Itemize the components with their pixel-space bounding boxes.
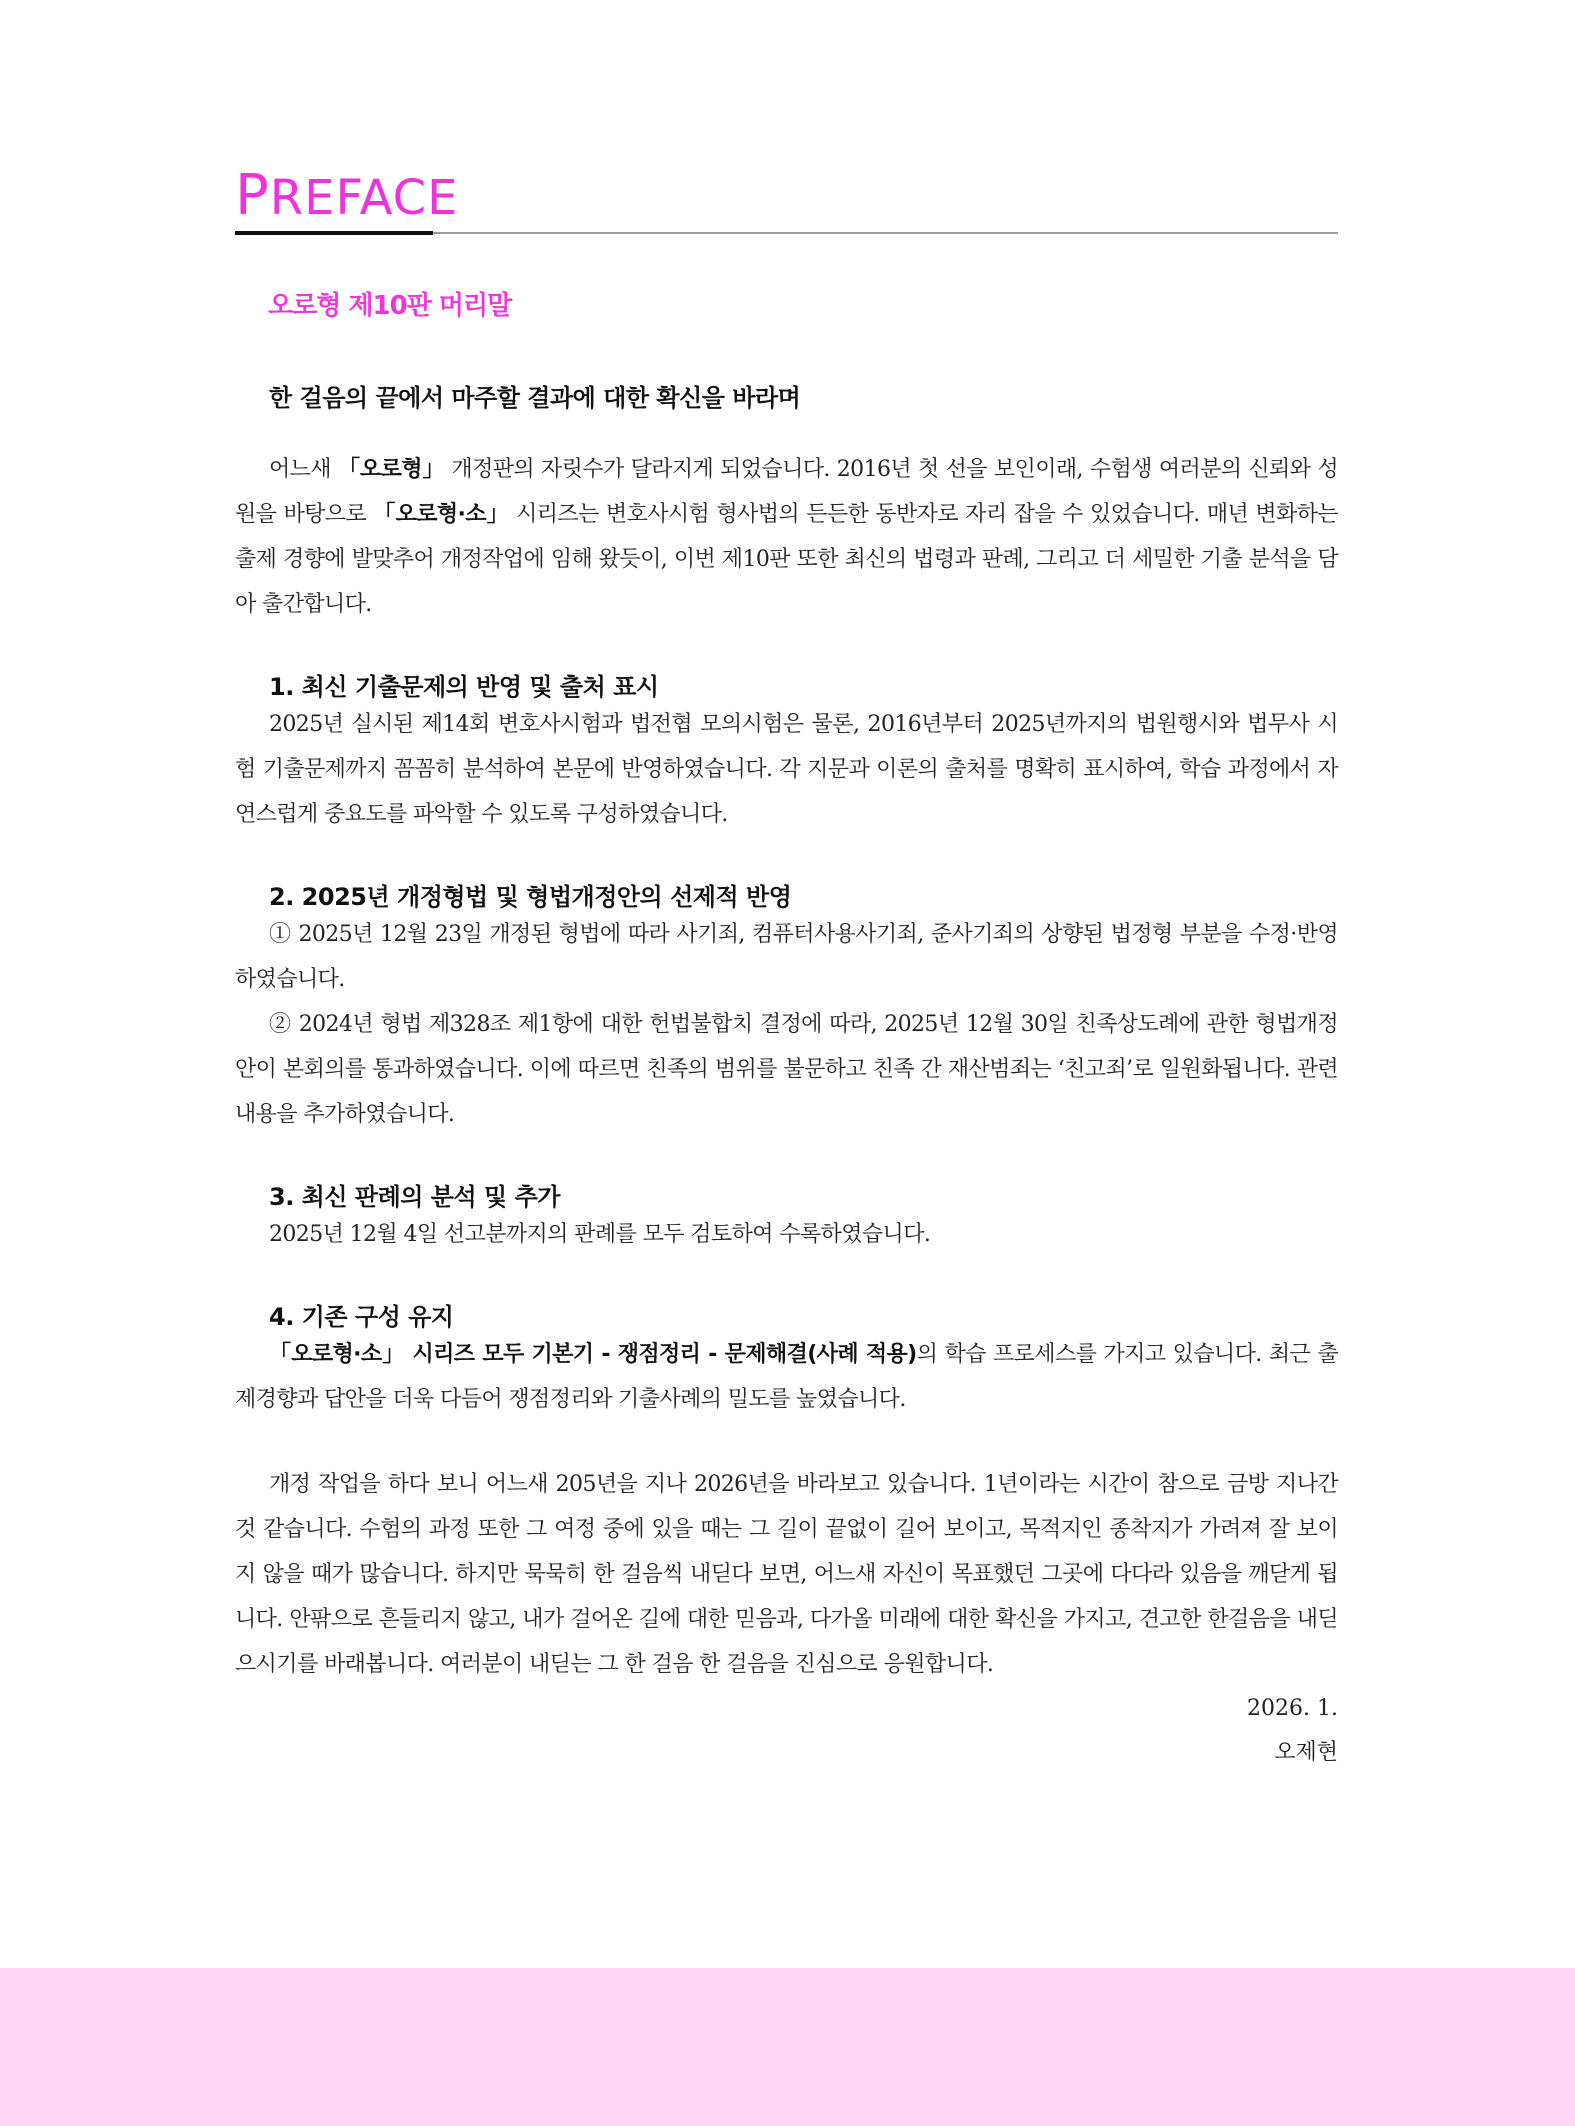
intro-bold1: 「오로형」 (337, 457, 445, 482)
section4-bold: 「오로형·소」 시리즈 모두 기본기 - 쟁점정리 - 문제해결(사례 적용) (269, 1342, 917, 1367)
section1-heading: 1. 최신 기출문제의 반영 및 출처 표시 (269, 673, 659, 701)
footer-band (0, 1968, 1575, 2126)
intro-paragraph (235, 447, 1338, 627)
preface-body (235, 378, 1338, 1775)
header-rule-accent (235, 231, 433, 235)
section2-item2: ② 2024년 형법 제328조 제1항에 대한 헌법불합치 결정에 따라, 2025년 12월 30일 친족상도례에 관한 형법개정안이 본회의를 통과하였습니다. 이에 따르면 친족의 범위를 불문하고 친족 간 재산범죄는 ‘친고죄’로 일원화됩니다. 관련 내용을 추가하였습니다. (235, 1012, 1338, 1127)
page-title (235, 163, 459, 228)
section4-text: 의 학습 프로세스를 가지고 있습니다. 최근 출제경향과 답안을 더욱 다듬어 쟁점정리와 기출사례의 밀도를 높였습니다. (235, 1342, 1339, 1412)
section4-heading: 4. 기존 구성 유지 (269, 1303, 454, 1331)
title-initial: P (235, 163, 270, 228)
intro-part2: 개정판의 자릿수가 달라지게 되었습니다. 2016년 첫 선을 보인이래, 수험생 여러분의 신뢰와 성원을 바탕으로 (235, 457, 1338, 527)
signoff-date: 2026. 1. (1247, 1696, 1338, 1721)
section4-paragraph (235, 1332, 1338, 1422)
section3-heading: 3. 최신 판례의 분석 및 추가 (269, 1183, 560, 1211)
intro-bold2: 「오로형·소」 (373, 502, 509, 527)
section2-heading: 2. 2025년 개정형법 및 형법개정안의 선제적 반영 (269, 883, 792, 911)
section3-text: 2025년 12월 4일 선고분까지의 판례를 모두 검토하여 수록하였습니다. (269, 1222, 931, 1247)
subtitle: 오로형 제10판 머리말 (268, 291, 512, 321)
section2-item1: ① 2025년 12월 23일 개정된 형법에 따라 사기죄, 컴퓨터사용사기죄, 준사기죄의 상향된 법정형 부분을 수정·반영하였습니다. (235, 922, 1338, 992)
closing-paragraph: 개정 작업을 하다 보니 어느새 205년을 지나 2026년을 바라보고 있습니다. 1년이라는 시간이 참으로 금방 지나간 것 같습니다. 수험의 과정 또한 그 여정 중에 있을 때는 그 길이 끝없이 길어 보이고, 목적지인 종착지가 가려져 잘 보이지 않을 때가 많습니다. 하지만 묵묵히 한 걸음씩 내딛다 보면, 어느새 자신이 목표했던 그곳에 다다라 있음을 깨닫게 됩니다. 안팎으로 흔들리지 않고, 내가 걸어온 길에 대한 믿음과, 다가올 미래에 대한 확신을 가지고, 견고한 한걸음을 내딛으시기를 바래봅니다. 여러분이 내딛는 그 한 걸음 한 걸음을 진심으로 응원합니다. (235, 1472, 1338, 1677)
intro-part1: 어느새 (269, 457, 338, 482)
main-heading: 한 걸음의 끝에서 마주할 결과에 대한 확신을 바라며 (269, 384, 801, 412)
intro-part3: 시리즈는 변호사시험 형사법의 든든한 동반자로 자리 잡을 수 있었습니다. 매년 변화하는 출제 경향에 발맞추어 개정작업에 임해 왔듯이, 이번 제10판 또한 최신의 법령과 판례, 그리고 더 세밀한 기출 분석을 담아 출간합니다. (235, 502, 1338, 617)
section1-text: 2025년 실시된 제14회 변호사시험과 법전협 모의시험은 물론, 2016년부터 2025년까지의 법원행시와 법무사 시험 기출문제까지 꼼꼼히 분석하여 본문에 반영하였습니다. 각 지문과 이론의 출처를 명확히 표시하여, 학습 과정에서 자연스럽게 중요도를 파악할 수 있도록 구성하였습니다. (235, 712, 1338, 827)
title-rest: REFACE (269, 170, 459, 226)
signoff-author: 오제현 (1274, 1740, 1338, 1765)
